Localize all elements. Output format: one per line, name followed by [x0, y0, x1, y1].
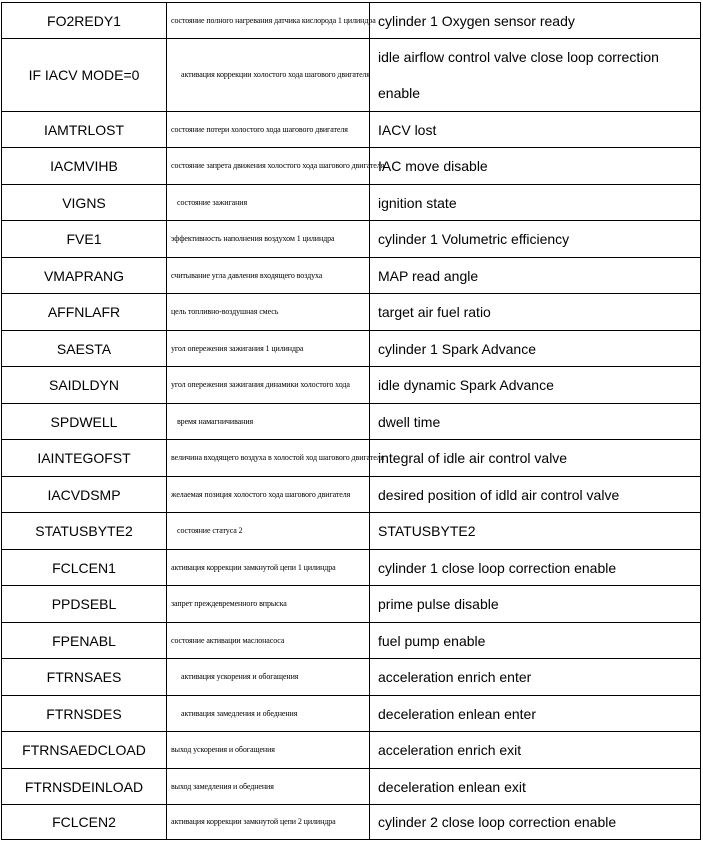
parameter-code-cell: [1, 3, 167, 38]
parameter-code-cell: [1, 732, 167, 768]
english-description: integral of idle air control valve: [378, 450, 568, 466]
parameter-code-cell: [1, 659, 167, 695]
english-description: ignition state: [378, 194, 457, 211]
russian-description: время намагничивания: [177, 416, 254, 426]
parameter-code: FTRNSDES: [46, 705, 122, 722]
russian-description: угол опережения зажигания 1 цилиндра: [171, 343, 304, 353]
english-description-cell: [370, 769, 701, 804]
english-description-cell: [370, 477, 701, 512]
table-row: [1, 184, 701, 220]
parameter-code-cell: [1, 623, 167, 658]
english-description: MAP read angle: [378, 267, 479, 284]
parameter-code-cell: [1, 769, 167, 804]
english-description-cell: [370, 258, 701, 293]
russian-description: выход ускорения и обогащения: [171, 744, 275, 754]
table-row: [1, 330, 701, 366]
parameter-code: VMAPRANG: [43, 267, 125, 284]
russian-description: состояние запрета движения холостого хода шагового двигателя: [171, 160, 385, 170]
english-description: deceleration enlean enter: [378, 705, 537, 722]
english-description: IAC move disable: [378, 158, 488, 174]
parameter-table: [1, 0, 701, 841]
parameter-code: SAESTA: [56, 340, 112, 357]
parameter-code: VIGNS: [62, 194, 106, 211]
russian-description: угол опережения зажигания динамики холостого хода: [171, 379, 350, 389]
table-row: [1, 257, 701, 293]
english-description-cell: [370, 331, 701, 366]
parameter-code: IAINTEGOFST: [37, 450, 131, 466]
english-description: cylinder 1 Spark Advance: [378, 340, 536, 357]
russian-description: активация коррекции замкнутой цепи 2 цилиндра: [171, 816, 336, 826]
parameter-code: FVE1: [66, 231, 102, 247]
english-description-cell: [370, 659, 701, 695]
table-row: [1, 622, 701, 658]
table-row: [1, 476, 701, 512]
english-description-cell: [370, 185, 701, 220]
table-row: [1, 731, 701, 768]
english-description-cell: [370, 112, 701, 147]
parameter-code: FTRNSAEDCLOAD: [22, 742, 146, 758]
english-description-cell: [370, 404, 701, 439]
parameter-code-cell: [1, 148, 167, 184]
parameter-code: FCLCEN2: [52, 814, 116, 830]
table-row: [1, 293, 701, 330]
english-description: cylinder 1 close loop correction enable: [378, 559, 617, 576]
english-description-cell: [370, 550, 701, 585]
table-row: [1, 2, 701, 38]
table-row: [1, 585, 701, 622]
english-description: acceleration enrich exit: [378, 742, 522, 758]
parameter-code: AFFNLAFR: [47, 304, 121, 320]
parameter-code-cell: [1, 513, 167, 549]
table-row: [1, 403, 701, 439]
table-row: [1, 38, 701, 111]
parameter-code: IF IACV MODE=0: [28, 67, 140, 83]
english-description: idle dynamic Spark Advance: [378, 377, 554, 393]
english-description-cell: [370, 513, 701, 549]
russian-description: выход замедления и обеднения: [171, 781, 274, 791]
parameter-code-cell: [1, 696, 167, 731]
english-description-cell: [370, 586, 701, 622]
english-description: desired position of idld air control valve: [378, 486, 620, 503]
russian-description: считывание угла давления входящего воздуха: [171, 270, 323, 280]
russian-description: состояние активации маслонасоса: [171, 635, 285, 645]
english-description-cell: [370, 440, 701, 476]
english-description: fuel pump enable: [378, 632, 486, 649]
russian-description: состояние зажигания: [177, 197, 248, 207]
parameter-code-cell: [1, 404, 167, 439]
russian-description: величина входящего воздуха в холостой ход шагового двигателя: [171, 452, 385, 462]
english-description-cell: [370, 732, 701, 768]
parameter-code: IACMVIHB: [50, 158, 118, 174]
english-description: prime pulse disable: [378, 596, 499, 612]
russian-description: состояние потери холостого хода шагового двигателя: [171, 124, 348, 134]
english-description-cell: [370, 623, 701, 658]
english-description-cell: [370, 39, 701, 111]
parameter-code-cell: [1, 39, 167, 111]
table-row: [1, 512, 701, 549]
english-description-cell: [370, 3, 701, 38]
table-row: [1, 804, 701, 840]
english-description: STATUSBYTE2: [378, 523, 476, 539]
table-row: [1, 768, 701, 804]
english-description: IACV lost: [378, 121, 437, 138]
russian-description: запрет преждевременного впрыска: [171, 598, 287, 608]
parameter-code-cell: [1, 294, 167, 330]
english-description-cell: [370, 805, 701, 839]
parameter-code: FTRNSDEINLOAD: [24, 778, 144, 795]
russian-description: цель топливно-воздушная смесь: [171, 306, 279, 316]
parameter-code: STATUSBYTE2: [35, 523, 133, 539]
russian-description: эффективность наполнения воздухом 1 цилиндра: [171, 233, 335, 243]
parameter-code-cell: [1, 805, 167, 839]
parameter-code: IACVDSMP: [47, 486, 121, 503]
parameter-code: PPDSEBL: [51, 596, 117, 612]
english-description-cell: [370, 221, 701, 257]
russian-description: активация коррекции замкнутой цепи 1 цилиндра: [171, 562, 336, 572]
parameter-code: IAMTRLOST: [43, 121, 125, 138]
russian-description: состояние полного нагревания датчика кислорода 1 цилиндра: [171, 15, 376, 25]
table-row: [1, 366, 701, 403]
parameter-code-cell: [1, 258, 167, 293]
english-description-cell: [370, 294, 701, 330]
parameter-code: FTRNSAES: [46, 669, 122, 685]
english-description: target air fuel ratio: [378, 304, 491, 320]
russian-description: желаемая позиция холостого хода шагового двигателя: [171, 489, 351, 499]
parameter-code-cell: [1, 112, 167, 147]
parameter-code-cell: [1, 185, 167, 220]
parameter-code-cell: [1, 331, 167, 366]
english-description-cell: [370, 367, 701, 403]
parameter-code-cell: [1, 221, 167, 257]
english-description-cell: [370, 148, 701, 184]
english-description: cylinder 1 Volumetric efficiency: [378, 231, 570, 247]
parameter-code-cell: [1, 477, 167, 512]
parameter-code: FPENABL: [52, 632, 116, 649]
parameter-code-cell: [1, 586, 167, 622]
english-description: idle airflow control valve close loop correction enable: [378, 49, 659, 101]
table-row: [1, 220, 701, 257]
english-description: dwell time: [378, 413, 441, 430]
english-description: deceleration enlean exit: [378, 778, 526, 795]
table-row: [1, 147, 701, 184]
table-row: [1, 439, 701, 476]
parameter-code: SAIDLDYN: [48, 377, 120, 393]
english-description-cell: [370, 696, 701, 731]
russian-description: активация ускорения и обогащения: [181, 671, 299, 681]
parameter-code-cell: [1, 367, 167, 403]
parameter-code: SPDWELL: [50, 413, 118, 430]
table-row: [1, 695, 701, 731]
english-description: acceleration enrich enter: [378, 669, 532, 685]
russian-description: активация коррекции холостого хода шагового двигателя: [181, 69, 370, 79]
table-row: [1, 549, 701, 585]
english-description: cylinder 2 close loop correction enable: [378, 814, 617, 830]
table-row: [1, 658, 701, 695]
parameter-code-cell: [1, 550, 167, 585]
russian-description: активация замедления и обеднения: [181, 708, 298, 718]
parameter-code: FCLCEN1: [52, 559, 116, 576]
parameter-code-cell: [1, 440, 167, 476]
table-row: [1, 111, 701, 147]
english-description: cylinder 1 Oxygen sensor ready: [378, 12, 575, 29]
russian-description: состояние статуса 2: [177, 525, 243, 535]
parameter-code: FO2REDY1: [47, 12, 121, 29]
